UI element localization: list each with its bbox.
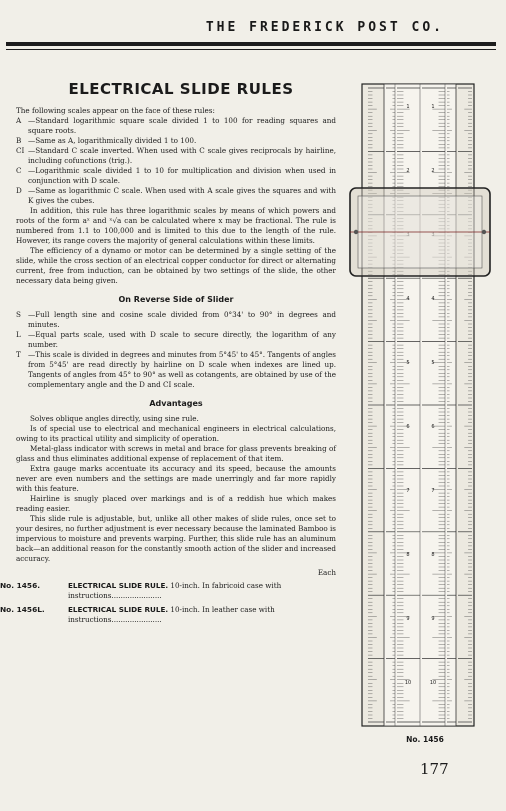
scale-number-label: 6 [431, 424, 435, 430]
advantage-item: Solves oblique angles directly, using sine rule. [30, 414, 199, 423]
scale-number-label: 4 [406, 296, 410, 302]
page-title: ELECTRICAL SLIDE RULES [68, 80, 294, 98]
catalog-text-column [0, 80, 336, 625]
efficiency-paragraph: The efficiency of a dynamo or motor can be determined by a single setting of the slide, while the cross section of an electrical copper conductor for direct or alternating current, free from induction, can be obtained by two settings of the slide, the other necessary data being given. [16, 246, 336, 285]
advantage-item: This slide rule is adjustable, but, unlike all other makes of slide rules, once set to your desires, no further adjustment is ever necessary because the laminated Bamboo is impervious to moisture and prevents warping. Further, this slide rule has an aluminum back—an additional reason for the constantly smooth action of the slider and increased accuracy. [16, 514, 336, 563]
scale-number-label: 7 [431, 488, 435, 494]
scale-number-label: 2 [431, 168, 435, 174]
product-line-1456 [0, 581, 336, 601]
scale-item-ci [16, 146, 336, 166]
advantage-item: Extra gauge marks accentuate its accuracy and its speed, because the amounts never are even numbers and the settings are made unerringly and far more rapidly with this feature. [16, 464, 336, 493]
scale-number-label: 5 [431, 360, 435, 366]
scale-number-label: 4 [431, 296, 435, 302]
scale-desc: —This scale is divided in degrees and minutes from 5°45' to 45°. Tangents of angles from 5°45' are read directly by hairline on D scale when indexes are lined up. Tangents of angles from 45° to 90° as well as cotangents, are obtained by use of the complementary angle and the D and CI scale. [28, 350, 336, 389]
scale-number-label: 7 [406, 488, 410, 494]
scale-desc: —Standard logarithmic square scale divided 1 to 100 for reading squares and square roots. [28, 116, 336, 135]
scale-number-label: 8 [431, 552, 435, 558]
scale-number-label: 9 [406, 616, 410, 622]
advantage-item: Hairline is snugly placed over markings and is of a reddish hue which makes reading easier. [16, 494, 336, 513]
company-header: THE FREDERICK POST CO. [205, 20, 444, 35]
scale-key: B [16, 136, 22, 145]
scale-key: T [16, 350, 21, 359]
scale-key: A [16, 116, 22, 125]
scale-key: S [16, 310, 21, 319]
product-desc: 10-inch. In fabricoid case with instructions...................... [68, 581, 282, 600]
intro-text: The following scales appear on the face of these rules: [16, 106, 215, 115]
scale-item-b [16, 136, 336, 146]
advantage-item: Is of special use to electrical and mechanical engineers in electrical calculations, owing to its practical utility and simplicity of operation. [16, 424, 336, 443]
product-name: ELECTRICAL SLIDE RULE. [68, 581, 169, 590]
scale-item-l [16, 330, 336, 350]
scale-number-label: 8 [406, 552, 410, 558]
product-line-1456l [0, 605, 336, 625]
page-number: 177 [420, 760, 449, 778]
scale-number-label: 5 [406, 360, 410, 366]
scale-desc: —Equal parts scale, used with D scale to secure directly, the logarithm of any number. [28, 330, 336, 349]
scale-desc: —Full length sine and cosine scale divided from 0°34' to 90° in degrees and minutes. [28, 310, 336, 329]
scale-item-t [16, 350, 336, 390]
scale-item-d [16, 186, 336, 206]
scale-key: D [16, 186, 22, 195]
scale-number-label: 1 [406, 104, 410, 110]
scale-item-s [16, 310, 336, 330]
each-label: Each [317, 568, 336, 577]
slide-rule-illustration [346, 80, 494, 750]
scale-key: C [16, 166, 22, 175]
addition-paragraph: In addition, this rule has three logarithmic scales by means of which powers and roots of the form aˣ and ˣ√a can be calculated where x may be fractional. The rule is numbered from 1.1 to 100,000 and is limited to this due to the length of the rule. However, its range covers the majority of general calculations within these limits. [16, 206, 336, 245]
scale-item-a [16, 116, 336, 136]
scale-number-label: 10 [429, 680, 437, 686]
scale-desc: —Logarithmic scale divided 1 to 10 for multiplication and division when used in conjunction with D scale. [28, 166, 336, 185]
scale-key: CI [16, 146, 25, 155]
scale-number-label: 10 [404, 680, 412, 686]
scale-desc: —Standard C scale inverted. When used with C scale gives reciprocals by hairline, including cofunctions (trig.). [28, 146, 336, 165]
header-rule-heavy [6, 42, 496, 46]
header-rule-thin [6, 49, 496, 50]
scale-number-label: 2 [406, 168, 410, 174]
scale-desc: —Same as A, logarithmically divided 1 to 100. [28, 136, 197, 145]
scale-number-label: 1 [431, 104, 435, 110]
scale-desc: —Same as logarithmic C scale. When used with A scale gives the squares and with K gives the cubes. [28, 186, 336, 205]
reverse-heading: On Reverse Side of Slider [118, 295, 234, 304]
scale-number-label: 9 [431, 616, 435, 622]
advantages-heading: Advantages [149, 399, 203, 408]
advantage-item: Metal-glass indicator with screws in metal and brace for glass prevents breaking of glass and thus eliminates additional expense of replacement of that item. [16, 444, 336, 463]
cursor-screw [482, 230, 486, 234]
cursor-screw [354, 230, 358, 234]
product-number: No. 1456. [0, 581, 41, 590]
product-name: ELECTRICAL SLIDE RULE. [68, 605, 169, 614]
scale-key: L [16, 330, 21, 339]
product-number: No. 1456L. [0, 605, 45, 614]
slide-rule-drawing [346, 80, 494, 730]
scale-item-c [16, 166, 336, 186]
scale-number-label: 6 [406, 424, 410, 430]
product-desc: 10-inch. In leather case with instructions...................... [68, 605, 275, 624]
figure-caption: No. 1456 [406, 735, 444, 744]
